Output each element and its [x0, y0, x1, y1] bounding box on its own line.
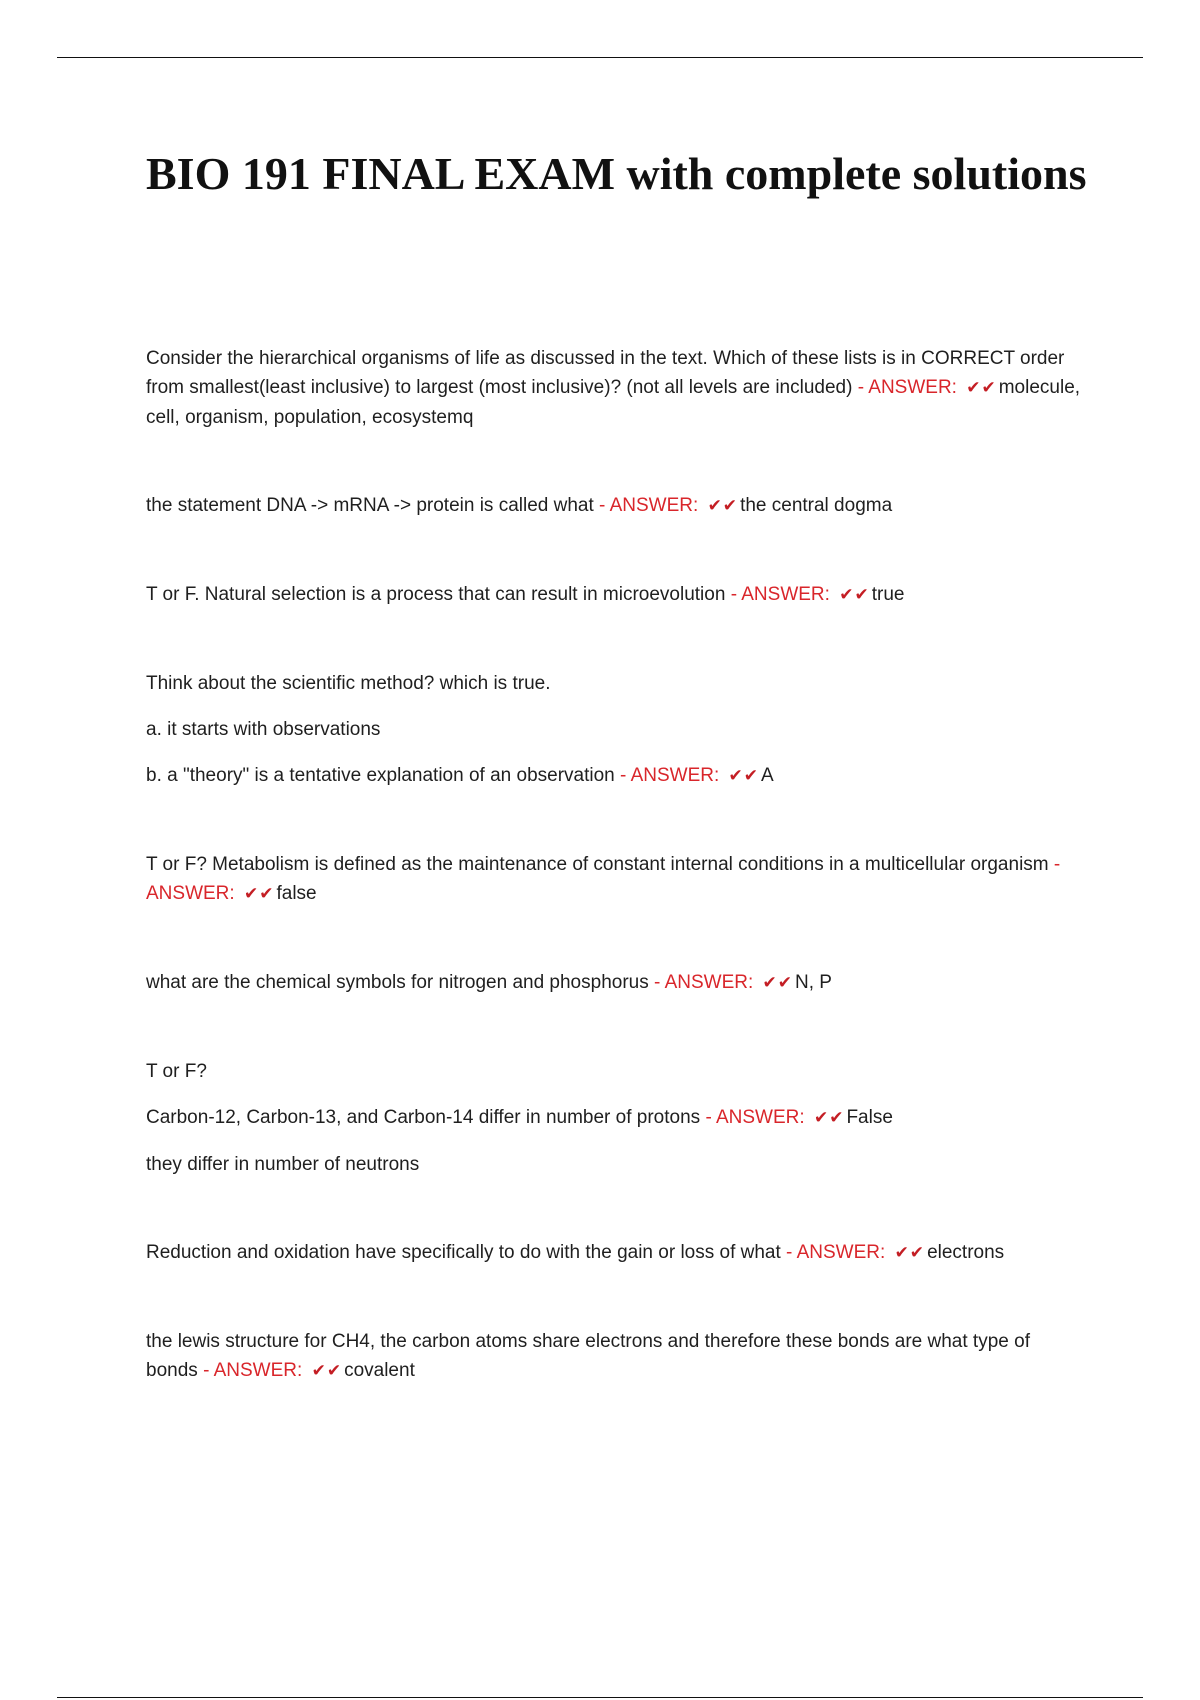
bottom-rule: [57, 1697, 1143, 1698]
answer-marker: - ANSWER:: [857, 377, 957, 398]
question-text: the statement DNA -> mRNA -> protein is called what: [146, 495, 594, 516]
question-text: Carbon-12, Carbon-13, and Carbon-14 differ in number of protons: [146, 1107, 701, 1128]
check-double-icon: ✔✔: [311, 1361, 343, 1381]
check-double-icon: ✔✔: [707, 496, 739, 516]
question-intro-line: T or F?: [146, 1061, 207, 1082]
answer-marker: - ANSWER:: [203, 1360, 303, 1381]
check-double-icon: ✔✔: [894, 1243, 926, 1263]
question-line: [146, 1238, 1081, 1268]
qa-item: [146, 1238, 1081, 1268]
answer-text: the central dogma: [740, 495, 893, 516]
answer-text: true: [871, 584, 905, 605]
answer-text: False: [846, 1107, 893, 1128]
question-text: the lewis structure for CH4, the carbon atoms share electrons and therefore these bonds are what type of bonds: [146, 1331, 1030, 1381]
answer-text: A: [761, 765, 774, 786]
question-text: b. a "theory" is a tentative explanation of an observation: [146, 765, 615, 786]
qa-list: [146, 344, 1081, 1445]
answer-marker: - ANSWER:: [730, 584, 830, 605]
question-text: T or F? Metabolism is defined as the maintenance of constant internal conditions in a multicellular organism: [146, 854, 1049, 875]
question-line: [146, 1327, 1081, 1386]
question-line: [146, 344, 1081, 432]
check-double-icon: ✔✔: [966, 378, 997, 398]
question-option-line: a. it starts with observations: [146, 719, 381, 740]
answer-marker: - ANSWER:: [599, 495, 699, 516]
question-line: [146, 761, 1081, 791]
answer-marker: - ANSWER:: [620, 765, 720, 786]
answer-marker: - ANSWER:: [146, 854, 1061, 904]
question-line: [146, 850, 1081, 909]
qa-item: [146, 1057, 1081, 1179]
answer-text: molecule, cell, organism, population, ecosystemq: [146, 377, 1081, 428]
page-title: BIO 191 FINAL EXAM with complete solutions: [146, 148, 1087, 199]
question-line: [146, 1103, 1081, 1133]
answer-marker: - ANSWER:: [705, 1107, 805, 1128]
qa-item: [146, 669, 1081, 791]
question-text: T or F. Natural selection is a process that can result in microevolution: [146, 584, 726, 605]
check-double-icon: ✔✔: [839, 585, 870, 605]
top-rule: [57, 57, 1143, 58]
check-double-icon: ✔✔: [762, 973, 794, 993]
question-line: [146, 491, 1081, 521]
question-line: [146, 580, 1081, 610]
answer-text: electrons: [927, 1242, 1005, 1263]
question-text: Consider the hierarchical organisms of life as discussed in the text. Which of these lists is in CORRECT order from smallest(least inclusive) to largest (most inclusive)? (not all levels are included): [146, 348, 1065, 398]
check-double-icon: ✔✔: [243, 884, 275, 904]
question-intro-line: Think about the scientific method? which is true.: [146, 673, 551, 694]
check-double-icon: ✔✔: [813, 1108, 845, 1128]
answer-note-line: they differ in number of neutrons: [146, 1154, 420, 1175]
answer-text: N, P: [795, 972, 832, 993]
qa-item: [146, 850, 1081, 909]
qa-item: [146, 580, 1081, 610]
question-text: Reduction and oxidation have specifically to do with the gain or loss of what: [146, 1242, 781, 1263]
qa-item: [146, 1327, 1081, 1386]
question-line: [146, 968, 1081, 998]
answer-marker: - ANSWER:: [786, 1242, 886, 1263]
answer-text: covalent: [344, 1360, 415, 1381]
answer-text: false: [276, 883, 317, 904]
check-double-icon: ✔✔: [728, 766, 760, 786]
qa-item: [146, 968, 1081, 998]
answer-marker: - ANSWER:: [654, 972, 754, 993]
qa-item: [146, 491, 1081, 521]
qa-item: [146, 344, 1081, 432]
question-text: what are the chemical symbols for nitrogen and phosphorus: [146, 972, 649, 993]
